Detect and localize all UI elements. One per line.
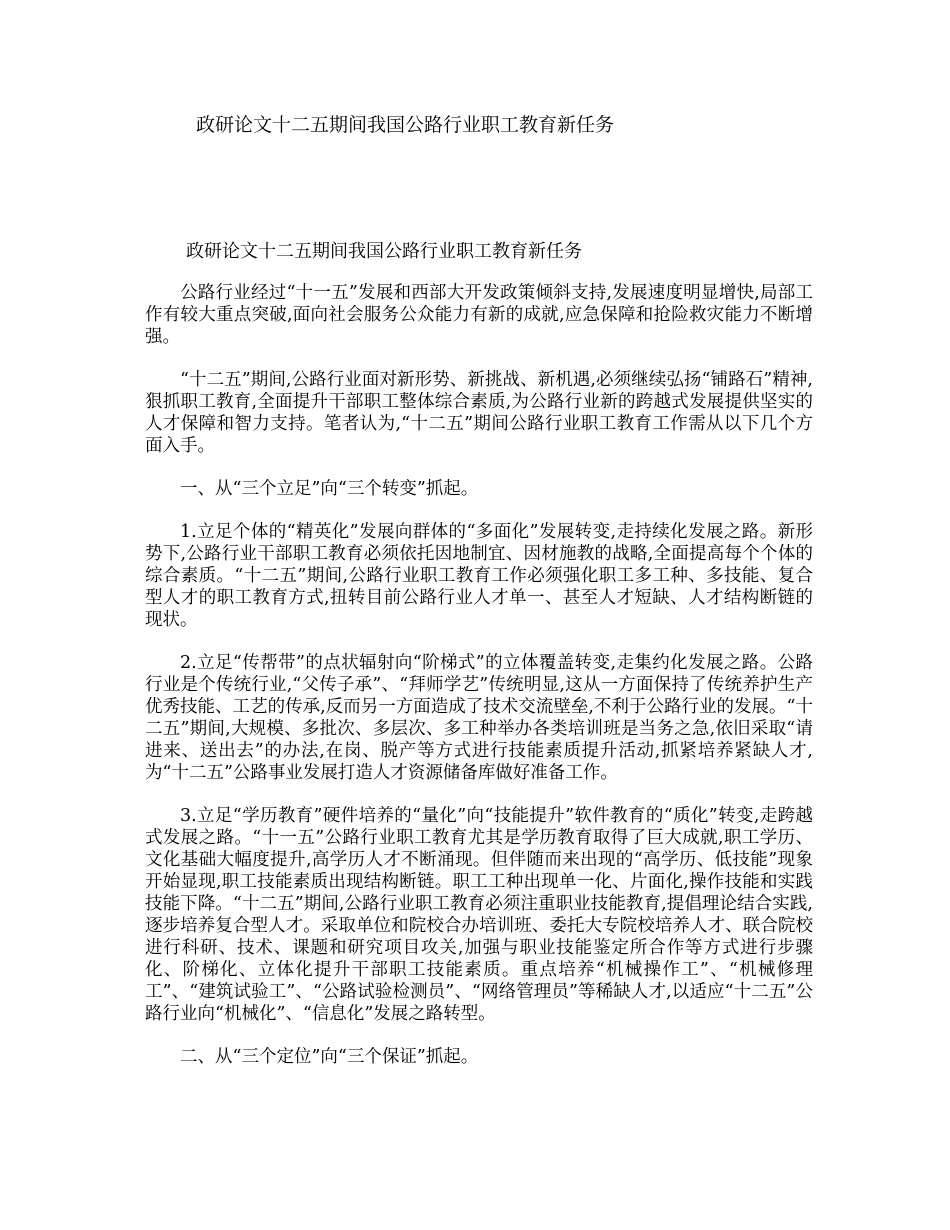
- document-title: 政研论文十二五期间我国公路行业职工教育新任务: [186, 241, 582, 262]
- document-body: [145, 240, 813, 1089]
- paragraph-twelfth-five-year: “十二五”期间,公路行业面对新形势、新挑战、新机遇,必须继续弘扬“铺路石”精神,狠抓职工教育,全面提升干部职工整体综合素质,为公路行业新的跨越式发展提供坚实的人才保障和智力支持。笔者认为,“十二五”期间公路行业职工教育工作需从以下几个方面入手。: [145, 370, 813, 456]
- section-heading-two: 二、从“三个定位”向“三个保证”抓起。: [180, 1047, 479, 1067]
- section-heading-one: 一、从“三个立足”向“三个转变”抓起。: [180, 479, 479, 499]
- paragraph-intro: 公路行业经过“十一五”发展和西部大开发政策倾斜支持,发展速度明显增快,局部工作有较大重点突破,面向社会服务公众能力有新的成就,应急保障和抢险救灾能力不断增强。: [145, 283, 813, 347]
- paragraph-point-2: 2.立足“传帮带”的点状辐射向“阶梯式”的立体覆盖转变,走集约化发展之路。公路行业是个传统行业,“父传子承”、“拜师学艺”传统明显,这从一方面保持了传统养护生产优秀技能、工艺的传承,反而另一方面造成了技术交流壁垒,不利于公路行业的发展。“十二五”期间,大规模、多批次、多层次、多工种举办各类培训班是当务之急,依旧采取“请进来、送出去”的办法,在岗、脱产等方式进行技能素质提升活动,抓紧培养紧缺人才,为“十二五”公路事业发展打造人才资源储备库做好准备工作。: [145, 653, 813, 783]
- page-header-title: 政研论文十二五期间我国公路行业职工教育新任务: [196, 114, 615, 136]
- paragraph-point-1: 1.立足个体的“精英化”发展向群体的“多面化”发展转变,走持续化发展之路。新形势下,公路行业干部职工教育必须依托因地制宜、因材施教的战略,全面提高每个个体的综合素质。“十二五”期间,公路行业职工教育工作必须强化职工多工种、多技能、复合型人才的职工教育方式,扭转目前公路行业人才单一、甚至人才短缺、人才结构断链的现状。: [145, 522, 813, 630]
- paragraph-point-3: 3.立足“学历教育”硬件培养的“量化”向“技能提升”软件教育的“质化”转变,走跨越式发展之路。“十一五”公路行业职工教育尤其是学历教育取得了巨大成就,职工学历、文化基础大幅度提升,高学历人才不断涌现。但伴随而来出现的“高学历、低技能”现象开始显现,职工技能素质出现结构断链。职工工种出现单一化、片面化,操作技能和实践技能下降。“十二五”期间,公路行业职工教育必须注重职业技能教育,提倡理论结合实践,逐步培养复合型人才。采取单位和院校合办培训班、委托大专院校培养人才、联合院校进行科研、技术、课题和研究项目攻关,加强与职业技能鉴定所合作等方式进行步骤化、阶梯化、立体化提升干部职工技能素质。重点培养“机械操作工”、“机械修理工”、“建筑试验工”、“公路试验检测员”、“网络管理员”等稀缺人才,以适应“十二五”公路行业向“机械化”、“信息化”发展之路转型。: [145, 806, 813, 1024]
